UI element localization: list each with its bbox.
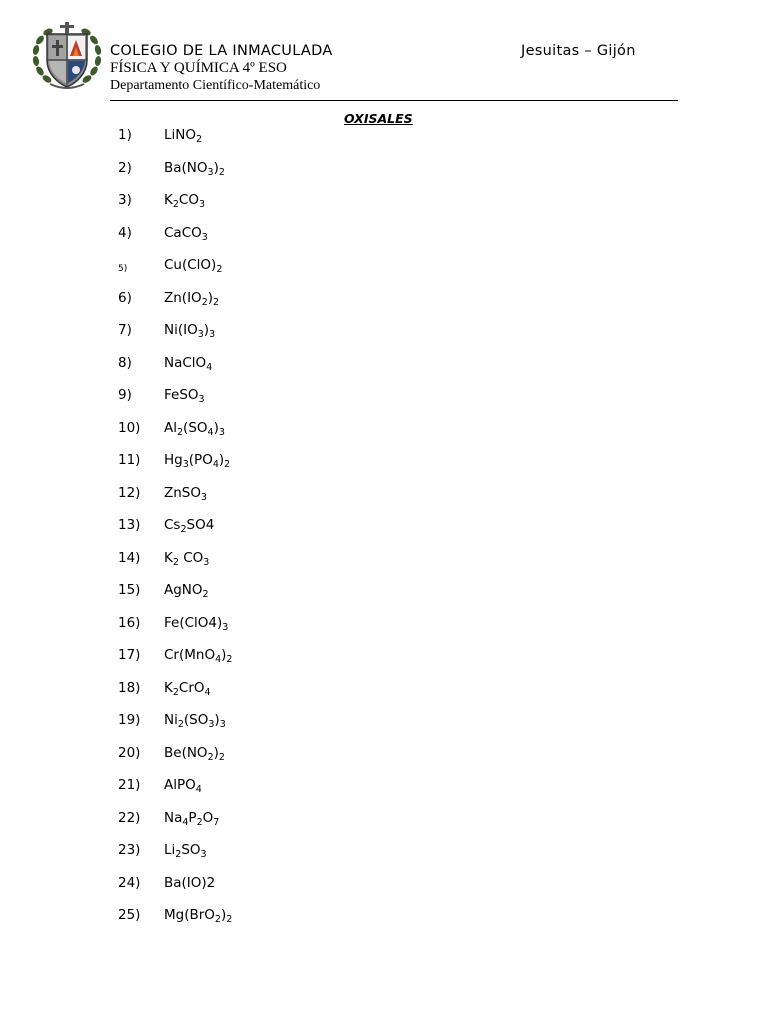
school-crest-icon <box>30 20 104 92</box>
formula-text: NO <box>175 127 197 143</box>
chemical-formula <box>164 875 215 891</box>
chemical-formula <box>164 290 219 306</box>
item-number: 21) <box>118 777 141 793</box>
formula-text: ) <box>207 289 214 306</box>
formula-subscript: 3 <box>201 231 208 243</box>
department-line: Departamento Científico-Matemático <box>110 78 321 93</box>
item-number: 3) <box>118 192 132 208</box>
chemical-formula <box>164 647 232 663</box>
formula-subscript: 2 <box>218 166 225 178</box>
list-item <box>0 872 768 905</box>
item-number: 11) <box>118 452 141 468</box>
list-item <box>0 709 768 742</box>
item-number: 6) <box>118 289 132 306</box>
formula-text: SO4 <box>186 517 215 533</box>
formula-subscript: 3 <box>208 719 215 730</box>
formula-text: (PO <box>188 452 213 468</box>
formula-subscript: 4 <box>204 686 211 698</box>
item-number: 2) <box>118 159 132 176</box>
formula-subscript: 2 <box>207 751 214 763</box>
formula-text: K <box>164 549 173 566</box>
list-item <box>0 417 768 450</box>
item-number: 10) <box>118 419 141 436</box>
formula-text: ZnSO <box>164 484 201 501</box>
formula-subscript: 2 <box>224 459 231 470</box>
chemical-formula <box>164 355 212 371</box>
formula-text: Be(NO <box>164 744 208 761</box>
list-item <box>0 189 768 222</box>
list-item <box>0 742 768 775</box>
item-number: 5) <box>118 264 128 274</box>
formula-text: (SO <box>183 419 208 436</box>
formula-subscript: 2 <box>213 296 220 308</box>
formula-text: Cr(MnO <box>164 647 216 663</box>
list-item <box>0 157 768 190</box>
list-item <box>0 579 768 612</box>
formula-text: Zn(IO <box>164 289 202 306</box>
formula-subscript: 2 <box>226 914 233 925</box>
list-item <box>0 254 768 287</box>
item-number: 25) <box>118 907 141 923</box>
formula-text: AgNO <box>164 582 203 598</box>
chemical-formula <box>164 485 207 501</box>
item-number: 18) <box>118 679 141 696</box>
formula-subscript: 2 <box>202 589 209 600</box>
formula-subscript: 3 <box>209 329 216 340</box>
formula-text: Fe(ClO4) <box>164 614 223 631</box>
chemical-formula <box>164 452 230 468</box>
formula-subscript: 3 <box>182 459 189 470</box>
formula-text: ) <box>213 159 219 176</box>
formula-text: ) <box>221 647 227 663</box>
chemical-formula <box>164 225 208 241</box>
chemical-formula <box>164 745 225 761</box>
chemical-formula <box>164 322 215 338</box>
formula-text: Ni(IO <box>164 322 198 338</box>
formula-subscript: 3 <box>201 491 208 503</box>
formula-text: ) <box>213 419 219 436</box>
formula-subscript: 2 <box>177 426 184 438</box>
formula-subscript: 2 <box>226 654 233 665</box>
formula-list <box>0 124 768 937</box>
formula-text: ) <box>203 322 210 338</box>
formula-subscript: 3 <box>200 849 207 860</box>
list-item <box>0 319 768 352</box>
chemical-formula <box>164 420 225 436</box>
item-number: 4) <box>118 224 132 241</box>
formula-text: Li <box>164 127 176 143</box>
list-item <box>0 287 768 320</box>
formula-text: Ba(IO)2 <box>164 874 216 891</box>
item-number: 15) <box>118 582 141 598</box>
list-item <box>0 839 768 872</box>
chemical-formula <box>164 257 222 273</box>
formula-text: P <box>188 809 197 826</box>
formula-subscript: 4 <box>207 426 214 438</box>
chemical-formula <box>164 127 202 143</box>
chemical-formula <box>164 160 225 176</box>
list-item <box>0 514 768 547</box>
list-item <box>0 124 768 157</box>
list-item <box>0 774 768 807</box>
chemical-formula <box>164 842 207 858</box>
formula-subscript: 2 <box>196 134 203 145</box>
chemical-formula <box>164 777 202 793</box>
formula-subscript: 4 <box>182 816 189 828</box>
chemical-formula <box>164 517 214 533</box>
formula-subscript: 2 <box>196 816 203 828</box>
formula-text: (SO <box>183 712 209 728</box>
chemical-formula <box>164 907 232 923</box>
formula-text: Na <box>164 809 183 826</box>
formula-text: ) <box>220 907 227 923</box>
formula-subscript: 2 <box>218 751 225 763</box>
chemical-formula <box>164 550 209 566</box>
list-item <box>0 222 768 255</box>
formula-text: CO <box>178 192 199 208</box>
list-item <box>0 449 768 482</box>
formula-subscript: 3 <box>207 166 214 178</box>
item-number: 8) <box>118 354 132 371</box>
formula-text: Ni <box>164 712 178 728</box>
school-location: Jesuitas – Gijón <box>521 43 636 59</box>
header-divider <box>110 100 678 101</box>
formula-text: NaClO <box>164 354 207 371</box>
list-item <box>0 482 768 515</box>
item-number: 23) <box>118 842 141 858</box>
formula-text: Cu(ClO) <box>164 257 217 273</box>
formula-text: Hg <box>164 452 183 468</box>
formula-text: ) <box>213 744 219 761</box>
formula-text: Mg(BrO <box>164 907 215 923</box>
formula-text: AlPO <box>164 777 196 793</box>
formula-subscript: 4 <box>212 459 219 470</box>
item-number: 24) <box>118 874 141 891</box>
formula-subscript: 4 <box>206 361 213 373</box>
formula-subscript: 3 <box>218 426 225 438</box>
item-number: 7) <box>118 322 132 338</box>
formula-subscript: 2 <box>172 686 179 698</box>
item-number: 1) <box>118 127 132 143</box>
formula-subscript: 4 <box>195 784 202 795</box>
item-number: 22) <box>118 809 141 826</box>
formula-subscript: 2 <box>216 264 223 275</box>
formula-text: K <box>164 192 173 208</box>
chemical-formula <box>164 680 211 696</box>
chemical-formula <box>164 810 219 826</box>
item-number: 20) <box>118 744 141 761</box>
chemical-formula <box>164 712 226 728</box>
item-number: 16) <box>118 614 141 631</box>
formula-text: Cs <box>164 517 181 533</box>
list-item <box>0 612 768 645</box>
formula-subscript: 2 <box>214 914 221 925</box>
formula-subscript: 7 <box>213 816 220 828</box>
formula-text: CaCO <box>164 224 202 241</box>
formula-subscript: 3 <box>219 719 226 730</box>
page-title: OXISALES <box>344 111 413 126</box>
formula-text: FeSO <box>164 387 199 403</box>
formula-text: Al <box>164 419 177 436</box>
formula-subscript: 3 <box>198 199 206 210</box>
chemical-formula <box>164 582 209 598</box>
formula-text: K <box>164 679 173 696</box>
formula-text: Ba(NO <box>164 159 208 176</box>
formula-subscript: 3 <box>197 329 204 340</box>
list-item <box>0 384 768 417</box>
list-item <box>0 807 768 840</box>
formula-text: O <box>202 809 214 826</box>
chemical-formula <box>164 192 205 208</box>
formula-subscript: 3 <box>198 394 205 405</box>
formula-subscript: 2 <box>201 296 208 308</box>
formula-text: ) <box>214 712 220 728</box>
formula-text: CO <box>178 549 204 566</box>
chemical-formula <box>164 387 205 403</box>
subject-line: FÍSICA Y QUÍMICA 4º ESO <box>110 60 287 76</box>
formula-subscript: 2 <box>172 199 179 210</box>
item-number: 13) <box>118 517 141 533</box>
formula-subscript: 4 <box>215 654 222 665</box>
formula-text: SO <box>181 842 201 858</box>
list-item <box>0 352 768 385</box>
item-number: 19) <box>118 712 141 728</box>
list-item <box>0 547 768 580</box>
formula-subscript: 2 <box>180 524 187 535</box>
list-item <box>0 904 768 937</box>
item-number: 17) <box>118 647 141 663</box>
school-name: COLEGIO DE LA INMACULADA <box>110 43 333 59</box>
formula-subscript: 2 <box>175 849 182 860</box>
formula-text: Li <box>164 842 176 858</box>
list-item <box>0 644 768 677</box>
formula-text: ) <box>218 452 225 468</box>
formula-text: CrO <box>178 679 205 696</box>
formula-subscript: 3 <box>203 556 210 568</box>
item-number: 12) <box>118 484 141 501</box>
formula-subscript: 3 <box>222 621 229 633</box>
item-number: 14) <box>118 549 141 566</box>
chemical-formula <box>164 615 228 631</box>
list-item <box>0 677 768 710</box>
item-number: 9) <box>118 387 132 403</box>
formula-subscript: 2 <box>172 556 179 568</box>
formula-subscript: 2 <box>177 719 184 730</box>
